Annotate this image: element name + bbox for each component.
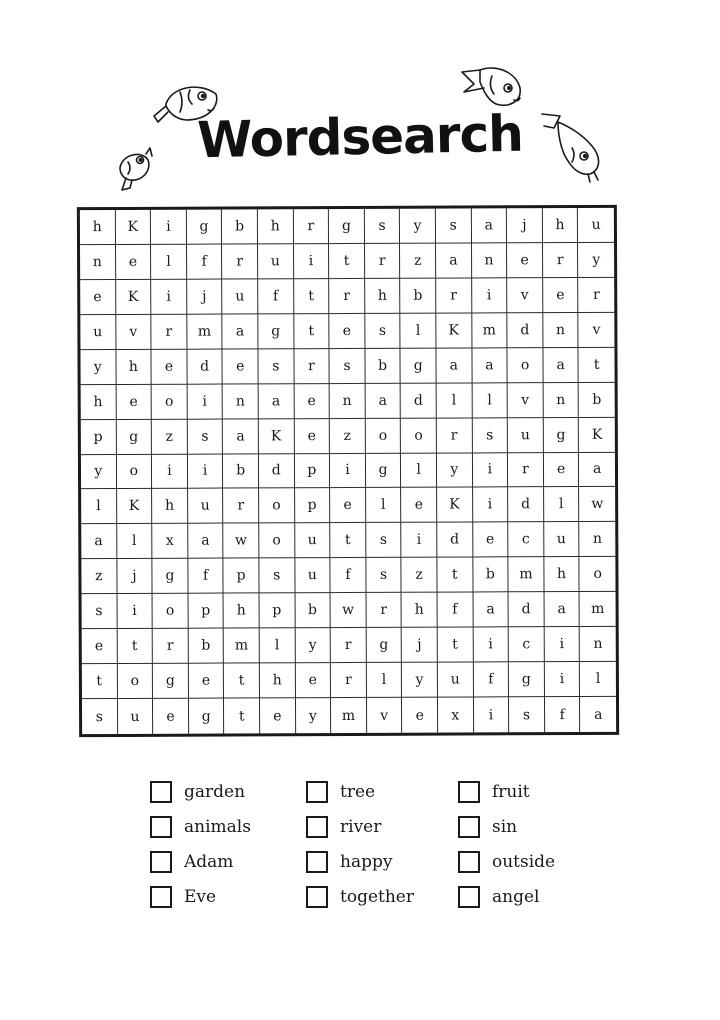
grid-cell[interactable]: f (545, 697, 581, 732)
grid-cell[interactable]: d (437, 523, 473, 558)
grid-cell[interactable]: w (331, 593, 367, 628)
grid-cell[interactable]: h (544, 557, 580, 592)
grid-cell[interactable]: l (81, 489, 117, 524)
grid-cell[interactable]: b (295, 593, 331, 628)
word-label: sin (492, 816, 518, 837)
grid-cell[interactable]: s (366, 523, 402, 558)
grid-cell[interactable]: z (152, 419, 188, 454)
grid-cell[interactable]: g (153, 559, 189, 594)
grid-cell[interactable]: b (579, 382, 615, 417)
word-checkbox[interactable] (458, 781, 480, 803)
grid-cell[interactable]: a (471, 208, 507, 243)
grid-cell[interactable]: d (509, 592, 545, 627)
grid-cell[interactable]: r (366, 593, 402, 628)
fish-icon (150, 76, 222, 134)
grid-cell[interactable]: p (224, 559, 260, 594)
grid-cell[interactable]: t (82, 664, 118, 699)
grid-cell[interactable]: a (594, 706, 603, 723)
grid-cell[interactable]: g (544, 418, 580, 453)
grid-cell[interactable]: n (543, 383, 579, 418)
grid-cell[interactable]: n (543, 313, 579, 348)
grid-cell[interactable]: s (472, 418, 508, 453)
grid-cell[interactable]: z (81, 559, 117, 594)
word-item[interactable] (458, 885, 578, 908)
grid-cell[interactable]: a (259, 384, 295, 419)
grid-cell[interactable]: K (116, 280, 152, 315)
grid-cell[interactable]: o (259, 524, 295, 559)
grid-cell[interactable]: m (580, 592, 616, 627)
word-checkbox[interactable] (306, 781, 328, 803)
grid-cell[interactable]: x (438, 698, 474, 733)
grid-cell[interactable]: h (365, 279, 401, 314)
grid-cell[interactable]: b (473, 558, 509, 593)
grid-cell[interactable]: s (258, 349, 294, 384)
grid-cell[interactable]: K (437, 488, 473, 523)
grid-cell[interactable]: n (580, 627, 616, 662)
grid-cell[interactable]: r (579, 278, 615, 313)
word-item[interactable] (150, 780, 306, 803)
grid-cell[interactable]: o (580, 557, 616, 592)
grid-cell[interactable]: s (82, 594, 118, 629)
grid-cell[interactable]: e (294, 384, 330, 419)
grid-cell[interactable]: l (544, 487, 580, 522)
grid-cell[interactable]: u (223, 279, 259, 314)
letter-grid (77, 205, 619, 737)
grid-cell[interactable]: y (80, 350, 116, 385)
grid-cell[interactable]: u (578, 208, 614, 243)
grid-cell[interactable]: i (117, 594, 153, 629)
grid-cell[interactable]: u (80, 315, 116, 350)
grid-cell[interactable]: l (401, 453, 437, 488)
grid-cell[interactable]: K (436, 313, 472, 348)
grid-cell[interactable]: r (436, 278, 472, 313)
grid-cell[interactable]: v (579, 313, 615, 348)
grid-cell[interactable]: e (295, 663, 331, 698)
fish-icon (538, 108, 606, 184)
grid-cell[interactable]: a (81, 524, 117, 559)
grid-cell[interactable]: i (187, 384, 223, 419)
grid-cell[interactable]: r (153, 629, 189, 664)
grid-cell[interactable]: o (366, 418, 402, 453)
grid-cell[interactable]: i (151, 280, 187, 315)
grid-cell[interactable]: u (508, 418, 544, 453)
grid-cell[interactable]: z (330, 419, 366, 454)
grid-cell[interactable]: u (544, 522, 580, 557)
grid-cell[interactable]: g (509, 662, 545, 697)
grid-cell[interactable]: u (438, 663, 474, 698)
grid-cell[interactable]: y (296, 698, 332, 733)
grid-cell[interactable]: K (579, 417, 615, 452)
grid-cell[interactable]: y (295, 628, 331, 663)
grid-cell[interactable]: l (366, 488, 402, 523)
grid-cell[interactable]: v (508, 383, 544, 418)
grid-cell[interactable]: s (82, 699, 118, 734)
grid-cell[interactable]: e (260, 698, 296, 733)
grid-cell[interactable]: p (81, 420, 117, 455)
grid-cell[interactable]: s (259, 559, 295, 594)
grid-cell[interactable]: v (367, 698, 403, 733)
grid-cell[interactable]: r (331, 628, 367, 663)
grid-cell[interactable]: e (82, 629, 118, 664)
word-item[interactable] (150, 885, 306, 908)
grid-cell[interactable]: e (401, 488, 437, 523)
grid-cell[interactable]: i (474, 697, 510, 732)
grid-cell[interactable]: p (295, 489, 331, 524)
word-item[interactable] (306, 850, 458, 873)
grid-cell[interactable]: p (295, 454, 331, 489)
grid-cell[interactable]: j (507, 208, 543, 243)
grid-cell[interactable]: n (80, 245, 116, 280)
word-item[interactable] (150, 850, 306, 873)
grid-cell[interactable]: t (294, 314, 330, 349)
grid-cell[interactable]: z (402, 558, 438, 593)
grid-cell[interactable]: i (472, 278, 508, 313)
grid-cell[interactable]: t (117, 629, 153, 664)
grid-cell[interactable]: l (580, 662, 616, 697)
word-label: garden (184, 781, 246, 802)
grid-cell[interactable]: p (188, 594, 224, 629)
grid-cell[interactable]: e (223, 349, 259, 384)
grid-cell[interactable]: l (117, 524, 153, 559)
word-label: together (340, 886, 414, 907)
grid-cell[interactable]: m (224, 629, 260, 664)
grid-cell[interactable]: r (331, 663, 367, 698)
grid-cell[interactable]: i (330, 453, 366, 488)
grid-cell[interactable]: g (366, 628, 402, 663)
grid-cell[interactable]: e (152, 349, 188, 384)
word-label: fruit (492, 781, 530, 802)
grid-cell[interactable]: t (224, 698, 260, 733)
grid-cell[interactable]: v (116, 315, 152, 350)
grid-cell[interactable]: r (508, 453, 544, 488)
grid-cell[interactable]: h (543, 208, 579, 243)
grid-cell[interactable]: h (258, 209, 294, 244)
word-checkbox[interactable] (458, 851, 480, 873)
grid-cell[interactable]: e (153, 699, 189, 734)
grid-cell[interactable]: a (223, 314, 259, 349)
grid-cell[interactable]: s (365, 314, 401, 349)
grid-cell[interactable]: h (260, 663, 296, 698)
grid-cell[interactable]: a (223, 419, 259, 454)
grid-cell[interactable]: r (152, 314, 188, 349)
fish-icon (458, 62, 526, 114)
grid-cell[interactable]: e (473, 523, 509, 558)
grid-cell[interactable]: c (509, 627, 545, 662)
grid-cell[interactable]: w (579, 487, 615, 522)
grid-cell[interactable]: o (152, 384, 188, 419)
word-label: angel (492, 886, 540, 907)
word-label: river (340, 816, 382, 837)
grid-cell[interactable]: s (366, 558, 402, 593)
word-checkbox[interactable] (150, 816, 172, 838)
word-checkbox[interactable] (150, 886, 172, 908)
grid-cell[interactable]: f (438, 593, 474, 628)
grid-cell[interactable]: h (152, 489, 188, 524)
grid-cell[interactable]: o (153, 594, 189, 629)
word-label: happy (340, 851, 393, 872)
grid-cell[interactable]: o (259, 489, 295, 524)
word-list (150, 780, 580, 908)
grid-cell[interactable]: u (258, 244, 294, 279)
grid-cell[interactable]: e (80, 280, 116, 315)
grid-cell[interactable]: r (365, 244, 401, 279)
grid-cell[interactable]: n (330, 384, 366, 419)
grid-cell[interactable]: a (188, 524, 224, 559)
grid-cell[interactable]: g (258, 314, 294, 349)
grid-cell[interactable]: j (402, 628, 438, 663)
grid-cell[interactable]: t (579, 348, 615, 383)
grid-cell[interactable]: r (543, 243, 579, 278)
grid-cell[interactable]: i (473, 453, 509, 488)
grid-cell[interactable]: i (402, 523, 438, 558)
grid-cell[interactable]: a (436, 348, 472, 383)
grid-cell[interactable]: s (330, 349, 366, 384)
grid-cell[interactable]: d (508, 488, 544, 523)
grid-cell[interactable]: m (187, 314, 223, 349)
grid-cell[interactable]: y (81, 455, 117, 490)
grid-cell[interactable]: i (188, 454, 224, 489)
grid-cell[interactable]: g (329, 209, 365, 244)
grid-cell[interactable]: d (401, 383, 437, 418)
grid-cell[interactable]: e (507, 243, 543, 278)
grid-cell[interactable]: e (294, 419, 330, 454)
grid-cell[interactable]: y (578, 243, 614, 278)
grid-cell[interactable]: f (473, 662, 509, 697)
grid-cell[interactable]: a (365, 383, 401, 418)
grid-cell[interactable]: h (81, 385, 117, 420)
word-label: outside (492, 851, 556, 872)
grid-cell[interactable]: e (189, 664, 225, 699)
grid-cell[interactable]: w (224, 524, 260, 559)
grid-cell[interactable]: s (509, 697, 545, 732)
grid-cell[interactable]: y (402, 663, 438, 698)
grid-cell[interactable]: g (153, 664, 189, 699)
grid-cell[interactable]: e (330, 488, 366, 523)
grid-cell[interactable]: a (543, 348, 579, 383)
grid-cell[interactable]: z (400, 244, 436, 279)
grid-cell[interactable]: b (222, 209, 258, 244)
grid-cell[interactable]: i (473, 627, 509, 662)
grid-cell[interactable]: s (365, 209, 401, 244)
word-item[interactable] (458, 780, 578, 803)
grid-cell[interactable]: t (437, 558, 473, 593)
word-checkbox[interactable] (458, 886, 480, 908)
word-label: animals (184, 816, 251, 837)
grid-cell[interactable]: o (401, 418, 437, 453)
grid-cell[interactable]: v (507, 278, 543, 313)
grid-cell[interactable]: g (401, 348, 437, 383)
fish-icon (112, 146, 158, 194)
grid-cell[interactable]: n (223, 384, 259, 419)
grid-cell[interactable]: g (116, 419, 152, 454)
grid-cell[interactable]: i (152, 454, 188, 489)
word-item[interactable] (306, 885, 458, 908)
grid-cell[interactable]: h (402, 593, 438, 628)
grid-cell[interactable]: g (187, 210, 223, 245)
grid-cell[interactable]: K (259, 419, 295, 454)
grid-cell[interactable]: m (331, 698, 367, 733)
grid-cell[interactable]: u (118, 699, 154, 734)
grid-cell[interactable]: t (438, 628, 474, 663)
grid-cell[interactable]: n (472, 243, 508, 278)
grid-cell[interactable]: t (294, 279, 330, 314)
grid-cell[interactable]: y (400, 209, 436, 244)
grid-cell[interactable]: K (115, 210, 151, 245)
word-label: Adam (184, 851, 234, 872)
grid-cell[interactable]: j (187, 279, 223, 314)
grid-cell[interactable]: f (258, 279, 294, 314)
word-item[interactable] (150, 815, 306, 838)
grid-cell[interactable]: g (189, 699, 225, 734)
word-checkbox[interactable] (306, 886, 328, 908)
grid-cell[interactable]: i (544, 627, 580, 662)
grid-cell[interactable]: u (295, 523, 331, 558)
grid-cell[interactable]: n (580, 522, 616, 557)
grid-cell[interactable]: o (117, 664, 153, 699)
grid-cell[interactable]: i (151, 210, 187, 245)
grid-cell[interactable]: K (117, 489, 153, 524)
grid-cell[interactable]: f (188, 559, 224, 594)
grid-cell[interactable]: s (436, 208, 472, 243)
grid-cell[interactable]: r (294, 349, 330, 384)
grid-cell[interactable]: o (508, 348, 544, 383)
page-title: Wordsearch (196, 104, 524, 170)
grid-cell[interactable]: m (509, 557, 545, 592)
grid-cell[interactable]: r (437, 418, 473, 453)
grid-cell[interactable]: i (294, 244, 330, 279)
grid-cell[interactable]: i (473, 488, 509, 523)
word-item[interactable] (458, 850, 578, 873)
grid-cell[interactable]: l (151, 245, 187, 280)
grid-cell[interactable]: l (401, 313, 437, 348)
grid-cell[interactable]: p (260, 593, 296, 628)
grid-cell[interactable]: g (366, 453, 402, 488)
grid-cell[interactable]: l (260, 628, 296, 663)
grid-cell[interactable]: l (437, 383, 473, 418)
word-checkbox[interactable] (150, 851, 172, 873)
grid-cell[interactable]: s (188, 419, 224, 454)
grid-cell[interactable]: b (365, 348, 401, 383)
grid-cell[interactable]: f (331, 558, 367, 593)
grid-cell[interactable]: l (472, 383, 508, 418)
grid-cell[interactable]: e (330, 314, 366, 349)
grid-cell[interactable]: f (187, 244, 223, 279)
grid-cell[interactable]: a (544, 592, 580, 627)
grid-cell[interactable]: b (223, 454, 259, 489)
grid-cell[interactable]: x (152, 524, 188, 559)
grid-cell[interactable]: e (543, 278, 579, 313)
grid-cell[interactable]: l (367, 663, 403, 698)
grid-cell[interactable]: e (402, 698, 438, 733)
grid-cell[interactable]: h (224, 594, 260, 629)
grid-cell[interactable]: a (579, 452, 615, 487)
grid-cell[interactable]: r (293, 209, 329, 244)
grid-cell[interactable]: d (187, 349, 223, 384)
grid-cell[interactable]: b (401, 278, 437, 313)
grid-cell[interactable]: i (545, 662, 581, 697)
word-checkbox[interactable] (150, 781, 172, 803)
grid-cell[interactable]: e (116, 245, 152, 280)
grid-cell[interactable]: r (222, 244, 258, 279)
word-item[interactable] (458, 815, 578, 838)
word-checkbox[interactable] (306, 851, 328, 873)
grid-cell[interactable]: c (508, 523, 544, 558)
grid-cell[interactable]: t (224, 664, 260, 699)
grid-cell[interactable]: t (330, 523, 366, 558)
grid-cell[interactable]: a (436, 243, 472, 278)
grid-cell[interactable]: e (116, 385, 152, 420)
word-label: tree (340, 781, 376, 802)
grid-cell[interactable]: m (472, 313, 508, 348)
grid-cell[interactable]: r (329, 279, 365, 314)
grid-cell[interactable]: t (329, 244, 365, 279)
grid-cell[interactable]: d (508, 313, 544, 348)
grid-cell[interactable]: u (295, 558, 331, 593)
grid-cell[interactable]: r (223, 489, 259, 524)
word-label: Eve (184, 886, 217, 907)
word-item[interactable] (306, 780, 458, 803)
grid-cell[interactable]: a (473, 593, 509, 628)
word-item[interactable] (306, 815, 458, 838)
grid-cell[interactable]: j (117, 559, 153, 594)
grid-cell[interactable]: h (116, 350, 152, 385)
grid-cell[interactable]: h (80, 210, 116, 245)
grid-cell[interactable]: e (544, 453, 580, 488)
grid-cell[interactable]: a (472, 348, 508, 383)
word-checkbox[interactable] (306, 816, 328, 838)
word-checkbox[interactable] (458, 816, 480, 838)
grid-cell[interactable]: u (188, 489, 224, 524)
grid-cell[interactable]: o (117, 454, 153, 489)
grid-cell[interactable]: d (259, 454, 295, 489)
grid-cell[interactable]: y (437, 453, 473, 488)
grid-cell[interactable]: b (188, 629, 224, 664)
